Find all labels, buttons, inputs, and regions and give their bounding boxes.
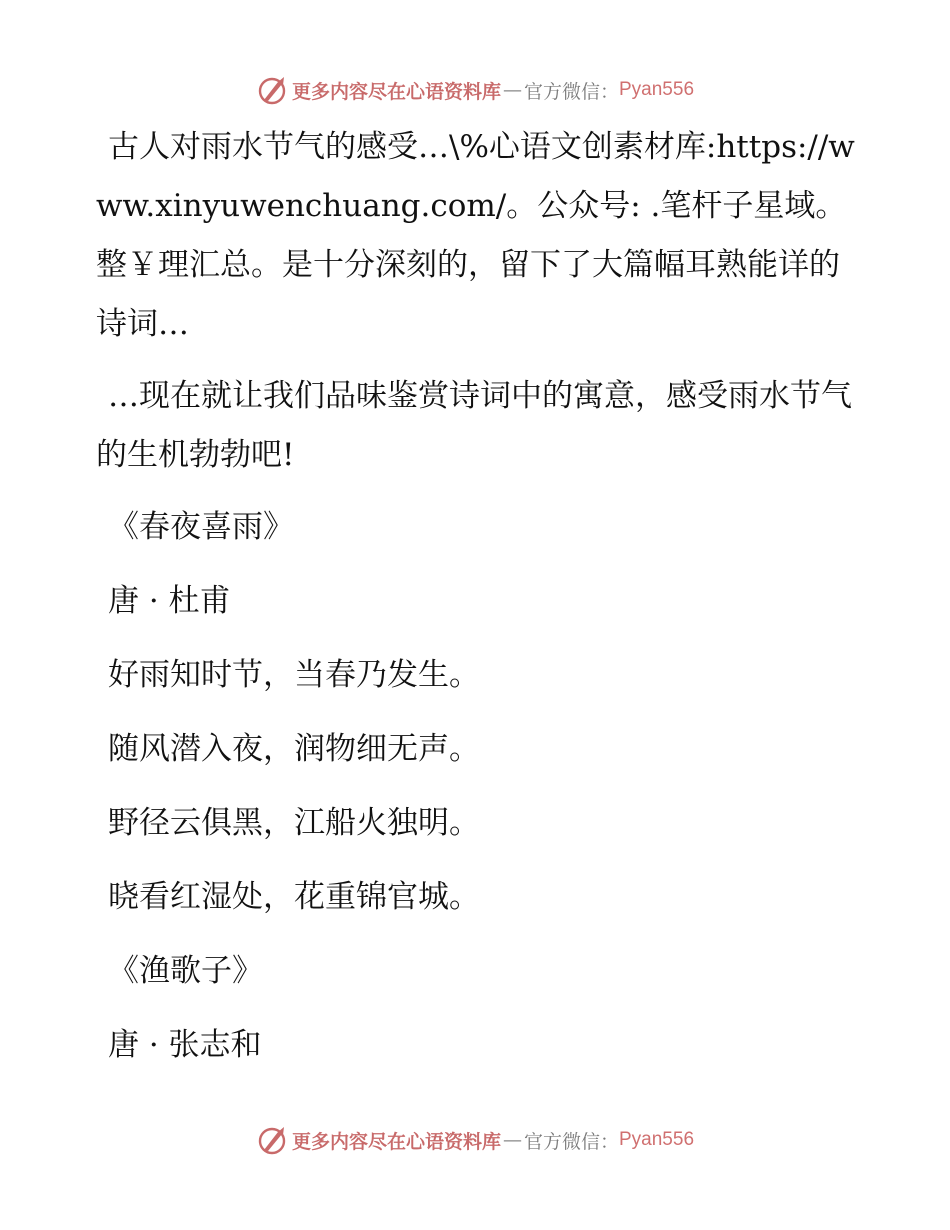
poem-line: 晓看红湿处，花重锦官城。 — [108, 879, 480, 915]
document-body — [96, 118, 856, 1090]
header-banner — [0, 70, 950, 110]
poem-line: 随风潜入夜，润物细无声。 — [108, 731, 480, 767]
poem-title: 《渔歌子》 — [108, 953, 263, 989]
banner-brand: 更多内容尽在心语资料库 — [291, 1130, 501, 1153]
poem-line: 好雨知时节，当春乃发生。 — [108, 657, 480, 693]
footer-banner — [0, 1120, 950, 1160]
banner-wechat-label: 官方微信： — [523, 80, 619, 103]
poem-title: 《春夜喜雨》 — [108, 509, 294, 545]
banner-separator: — — [502, 79, 522, 101]
poem-author: 唐 · 张志和 — [108, 1027, 262, 1063]
banner-wechat-id: Pyan556 — [619, 1129, 695, 1150]
intro-paragraph: 古人对雨水节气的感受…\%心语文创素材库:https://www.xinyuwenchuang.com/。公众号: .笔杆子星域。整￥理汇总。是十分深刻的，留下了大篇幅耳熟能详的诗词… — [96, 129, 855, 342]
banner-separator: — — [502, 1129, 522, 1151]
quill-pen-logo-icon — [256, 74, 288, 106]
poem-line: 野径云俱黑，江船火独明。 — [108, 805, 480, 841]
banner-brand: 更多内容尽在心语资料库 — [291, 80, 501, 103]
invite-paragraph: …现在就让我们品味鉴赏诗词中的寓意，感受雨水节气的生机勃勃吧! — [96, 378, 852, 473]
quill-pen-logo-icon — [256, 1124, 288, 1156]
poem-author: 唐 · 杜甫 — [108, 583, 231, 619]
banner-wechat-id: Pyan556 — [619, 79, 695, 100]
banner-wechat-label: 官方微信： — [523, 1130, 619, 1153]
